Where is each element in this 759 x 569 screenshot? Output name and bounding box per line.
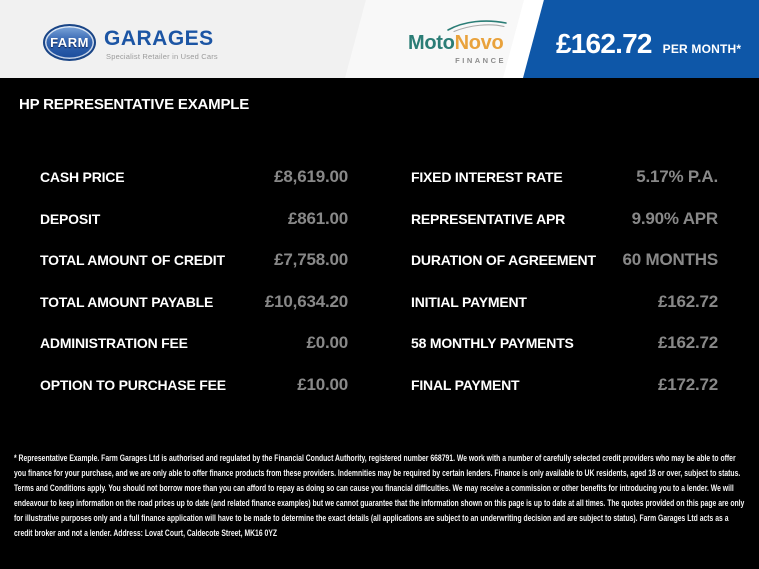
row-label: OPTION TO PURCHASE FEE [40, 376, 226, 393]
row-label: ADMINISTRATION FEE [40, 335, 188, 351]
farm-oval-text: FARM [50, 35, 89, 50]
row-value: £0.00 [306, 333, 348, 352]
row-value: 5.17% P.A. [636, 167, 718, 186]
row-value: £7,758.00 [274, 250, 348, 269]
row-label: INITIAL PAYMENT [411, 293, 527, 310]
motonovo-finance-text: FINANCE [455, 56, 506, 65]
table-row [40, 250, 348, 267]
table-row [40, 292, 348, 309]
row-label: TOTAL AMOUNT OF CREDIT [40, 252, 225, 268]
row-label: 58 MONTHLY PAYMENTS [411, 335, 574, 351]
finance-example-table [40, 167, 718, 392]
table-row [411, 209, 718, 226]
header-bar [0, 0, 759, 78]
motonovo-moto-text: Moto [408, 32, 455, 54]
table-row [40, 209, 348, 226]
row-value: £172.72 [657, 374, 718, 394]
row-value: 60 MONTHS [622, 250, 718, 269]
table-row [411, 167, 718, 184]
monthly-price-amount: £162.72 [556, 28, 652, 59]
row-label: FIXED INTEREST RATE [411, 169, 563, 185]
row-value: 9.90% APR [631, 208, 718, 228]
row-label: DURATION OF AGREEMENT [411, 252, 596, 268]
page-title: HP REPRESENTATIVE EXAMPLE [19, 96, 250, 113]
row-value: £162.72 [657, 333, 718, 352]
garages-wordmark: GARAGES [104, 27, 214, 50]
table-row [411, 250, 718, 267]
table-row [40, 375, 348, 392]
table-row [411, 292, 718, 309]
row-value: £861.00 [287, 208, 348, 228]
table-right-column [411, 167, 718, 392]
monthly-price-suffix: PER MONTH* [662, 42, 742, 56]
row-label: CASH PRICE [40, 169, 125, 185]
legal-fine-print: * Representative Example. Farm Garages Ltd is authorised and regulated by the Financial Conduct Authority, registered number 668791. We work with a number of carefully selected credit providers who may be able to offer you finance for your purchase, and we are only able to offer finance products from these providers. Indemnities may be required by certain lenders. Finance is only available to UK residents, aged 18 or over, subject to status. Terms and Conditions apply. You should not borrow more than you can afford to repay as doing so can cause you financial difficulties. We may receive a commission or other benefits for introducing you to a lender. We will endeavour to keep information on the road prices up to date (and related finance examples) but we cannot guarantee that the information shown on this page is up to date at all times. The quotes provided on this page are only for illustrative purposes only and a full finance application will have to be made to determine the exact details (all applications are subject to an underwriting decision and are subject to status). Farm Garages Ltd acts as a credit broker and not a lender. Address: Lovat Court, Caldecote Street, MK16 0YZ [14, 453, 745, 538]
row-value: £10,634.20 [264, 291, 348, 311]
motonovo-novo-text: Novo [454, 32, 504, 54]
motonovo-logo [408, 32, 503, 55]
row-value: £8,619.00 [274, 167, 348, 186]
row-label: REPRESENTATIVE APR [411, 210, 566, 227]
row-label: TOTAL AMOUNT PAYABLE [40, 293, 214, 310]
monthly-price-banner [556, 30, 741, 58]
garages-tagline: Specialist Retailer in Used Cars [106, 52, 218, 61]
table-row [40, 333, 348, 350]
row-label: DEPOSIT [40, 210, 101, 227]
table-row [40, 167, 348, 184]
table-row [411, 333, 718, 350]
farm-garages-logo [43, 24, 96, 61]
motonovo-swoosh-icon [446, 18, 508, 33]
row-value: £10.00 [297, 374, 348, 394]
table-left-column [40, 167, 348, 392]
row-label: FINAL PAYMENT [411, 376, 520, 393]
table-row [411, 375, 718, 392]
row-value: £162.72 [657, 291, 718, 311]
